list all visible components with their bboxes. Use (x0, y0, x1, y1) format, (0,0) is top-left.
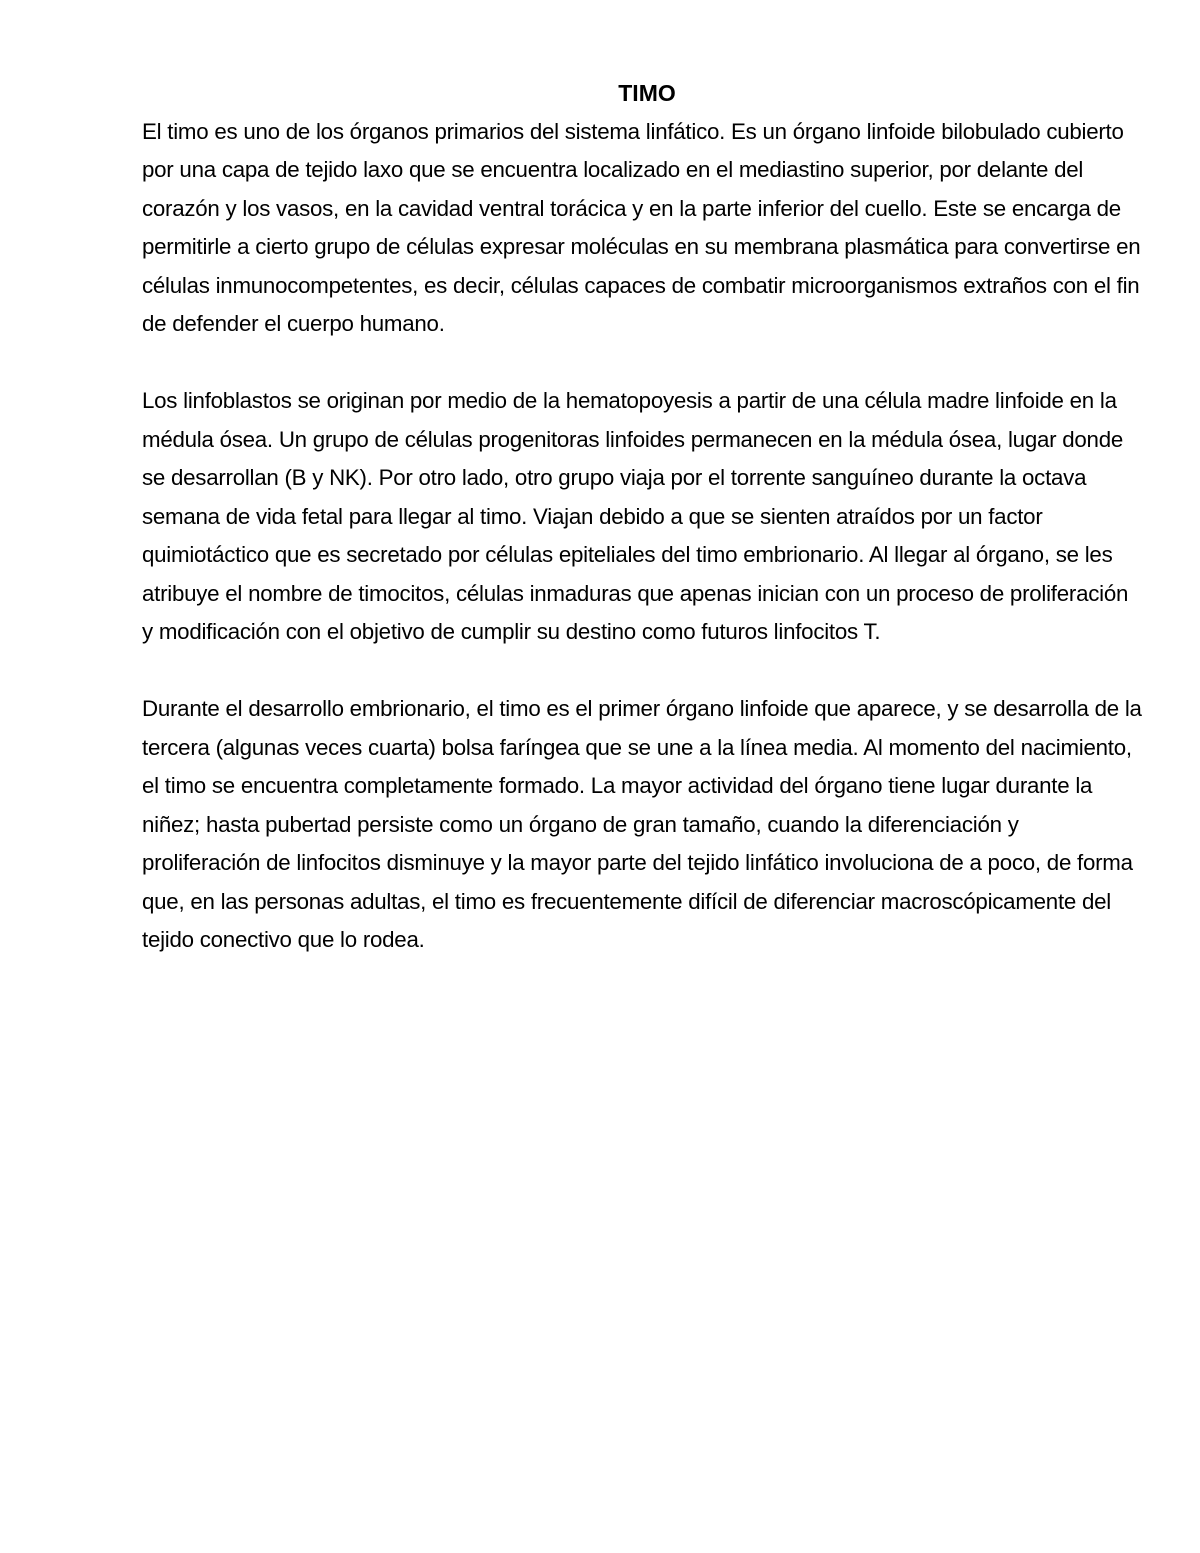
paragraph-3: Durante el desarrollo embrionario, el timo es el primer órgano linfoide que aparece, y se desarrolla de la tercera (algunas veces cuarta) bolsa faríngea que se une a la línea media. Al momento del nacimiento, el timo se encuentra completamente formado. La mayor actividad del órgano tiene lugar durante la niñez; hasta pubertad persiste como un órgano de gran tamaño, cuando la diferenciación y proliferación de linfocitos disminuye y la mayor parte del tejido linfático involuciona de a poco, de forma que, en las personas adultas, el timo es frecuentemente difícil de diferenciar macroscópicamente del tejido conectivo que lo rodea. (142, 696, 1142, 952)
paragraph-2: Los linfoblastos se originan por medio de la hematopoyesis a partir de una célula madre linfoide en la médula ósea. Un grupo de células progenitoras linfoides permanecen en la médula ósea, lugar donde se desarrollan (B y NK). Por otro lado, otro grupo viaja por el torrente sanguíneo durante la octava semana de vida fetal para llegar al timo. Viajan debido a que se sienten atraídos por un factor quimiotáctico que es secretado por células epiteliales del timo embrionario. Al llegar al órgano, se les atribuye el nombre de timocitos, células inmaduras que apenas inician con un proceso de proliferación y modificación con el objetivo de cumplir su destino como futuros linfocitos T. (142, 388, 1129, 644)
document-body (142, 74, 1142, 960)
document-title: TIMO (618, 80, 676, 106)
paragraph-1: El timo es uno de los órganos primarios del sistema linfático. Es un órgano linfoide bilobulado cubierto por una capa de tejido laxo que se encuentra localizado en el mediastino superior, por delante del corazón y los vasos, en la cavidad ventral torácica y en la parte inferior del cuello. Este se encarga de permitirle a cierto grupo de células expresar moléculas en su membrana plasmática para convertirse en células inmunocompetentes, es decir, células capaces de combatir microorganismos extraños con el fin de defender el cuerpo humano. (142, 118, 1141, 336)
